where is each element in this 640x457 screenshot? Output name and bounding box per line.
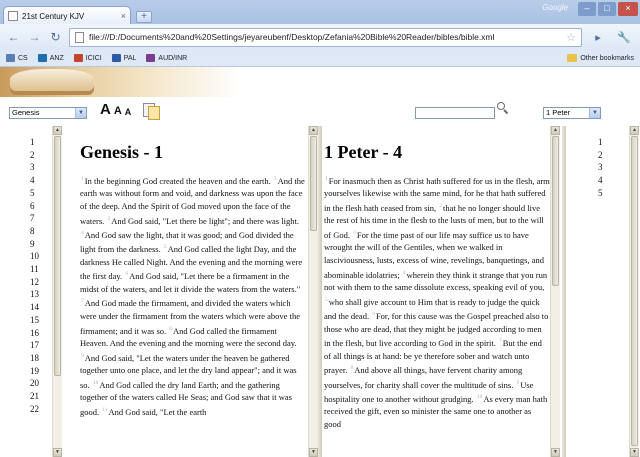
verse-text: As every man hath received the gift, even so minister the same one to another as good: [324, 393, 548, 429]
folder-icon: [567, 54, 577, 62]
verse-text: For inasmuch then as Christ hath suffered for us in the flesh, arm yourselves likewise with the same mind, for he that hath suffered in the flesh hath ceased from sin,: [324, 175, 550, 213]
chapter-item[interactable]: 5: [598, 187, 603, 198]
chevron-down-icon[interactable]: ▼: [589, 108, 600, 118]
verse-number: 2: [439, 203, 442, 210]
scroll-down-icon[interactable]: ▼: [630, 448, 639, 457]
bookmarks-bar: [0, 50, 640, 67]
chapter-item[interactable]: 9: [30, 238, 35, 249]
right-text-pane: [322, 126, 560, 457]
reload-icon[interactable]: ↻: [50, 29, 61, 44]
compare-icon[interactable]: [143, 103, 161, 120]
verse-number: 6: [125, 271, 129, 278]
font-medium-button[interactable]: A: [113, 105, 122, 117]
scroll-down-icon[interactable]: ▼: [53, 448, 62, 457]
verse-number: 11: [102, 406, 108, 413]
chapter-item[interactable]: 8: [30, 225, 35, 236]
scroll-thumb[interactable]: [310, 136, 317, 231]
left-text-area: [78, 126, 308, 457]
chapter-item[interactable]: 5: [30, 187, 35, 198]
left-book-select[interactable]: [9, 107, 87, 119]
page-menu-icon[interactable]: ▸: [595, 31, 601, 44]
chapter-items: [598, 136, 603, 200]
right-text-area: [322, 126, 552, 457]
verse-text: But the end of all things is at hand: be ye therefore sober and watch unto prayer.: [324, 337, 542, 375]
verse-text: And God said, "Let there be light"; and there was light.: [111, 215, 299, 226]
font-size-controls: [100, 102, 131, 118]
chapter-item[interactable]: 1: [30, 137, 35, 147]
bookmark-cs[interactable]: [6, 54, 28, 62]
verse-text: And God called the firmament Heaven. And the evening and the morning were the second day.: [80, 325, 297, 348]
right-verses: [324, 173, 550, 431]
star-icon[interactable]: ☆: [566, 31, 576, 44]
handle-shape: [503, 109, 508, 114]
url-text[interactable]: file:///D:/Documents%20and%20Settings/jeyareubenf/Desktop/Zefania%20Bible%20Reader/bibles/bible.xml: [89, 32, 495, 42]
chapter-item[interactable]: 16: [30, 327, 39, 338]
verse-text: And God saw the light, that it was good; and God divided the light from the darkness.: [80, 229, 294, 255]
right-text-scrollbar[interactable]: [550, 126, 560, 457]
bookmark-label: AUD/INR: [158, 54, 188, 62]
bookmark-icon: [38, 54, 47, 62]
scroll-up-icon[interactable]: ▲: [309, 126, 318, 135]
chapter-item[interactable]: 15: [30, 314, 39, 325]
chapter-item[interactable]: 11: [30, 264, 39, 275]
back-arrow-icon[interactable]: ←: [7, 29, 20, 44]
verse-text: And God said, "Let there be a firmament in the midst of the waters, and let it divide the waters from the waters.": [80, 271, 301, 294]
verse-text: Use hospitality one to another without grudging.: [324, 379, 534, 404]
scroll-thumb[interactable]: [552, 136, 559, 286]
verse-number: 2: [273, 176, 277, 182]
verse-number: 1: [81, 176, 84, 182]
bookmark-pal[interactable]: [112, 54, 137, 62]
chapter-item[interactable]: 12: [30, 276, 39, 287]
tab-title: 21st Century KJV: [22, 11, 85, 21]
page-icon: [8, 11, 18, 21]
scroll-up-icon[interactable]: ▲: [630, 126, 639, 135]
bookmark-icon: [146, 54, 155, 62]
chapter-items: [30, 136, 39, 415]
right-book-select[interactable]: [543, 107, 601, 119]
chapter-item[interactable]: 14: [30, 302, 39, 313]
verse-number: 8: [169, 325, 173, 332]
chapter-item[interactable]: 4: [30, 175, 35, 186]
chapter-item[interactable]: 3: [598, 162, 603, 173]
other-bookmarks-label: Other bookmarks: [580, 54, 634, 62]
chapter-item[interactable]: 3: [30, 162, 35, 173]
verse-number: 4: [81, 230, 84, 237]
chapter-item[interactable]: 18: [30, 352, 39, 363]
bookmark-label: PAL: [123, 54, 137, 62]
verse-number: 7: [498, 338, 502, 345]
font-large-button[interactable]: A: [100, 101, 111, 118]
bookmark-aud-inr[interactable]: [146, 54, 187, 62]
verse-text: And the earth was without form and void, and darkness was upon the face of the deep. And the Spirit of God moved upon the face of the waters.: [80, 175, 305, 226]
bookmark-icon: [74, 54, 83, 62]
verse-number: 5: [325, 296, 328, 303]
open-book-image: [10, 69, 94, 95]
chapter-scrollbar[interactable]: [52, 126, 62, 457]
verse-text: And God called the dry land Earth; and the gathering together of the waters called He Seas; and God saw that it was good.: [80, 379, 292, 417]
verse-text: And God said, "Let the waters under the heaven be gathered together unto one place, and let the dry land appear"; and it was so.: [80, 352, 297, 390]
left-text-scrollbar[interactable]: [308, 126, 318, 457]
new-tab-button[interactable]: +: [136, 11, 152, 23]
reader-controls: [0, 99, 640, 123]
chapter-item[interactable]: 10: [30, 251, 39, 262]
chapter-item[interactable]: 20: [30, 378, 39, 389]
verse-number: 7: [81, 298, 84, 305]
other-bookmarks[interactable]: [567, 54, 634, 62]
bookmark-anz[interactable]: [38, 54, 64, 62]
verse-number: 5: [163, 244, 167, 251]
verse-text: And God called the light Day, and the darkness He called Night. And the evening and the morning were the first day.: [80, 244, 303, 282]
minimize-button[interactable]: –: [578, 2, 596, 16]
verse-text: In the beginning God created the heaven and the earth.: [84, 175, 271, 186]
tab-strip: [0, 0, 640, 24]
bookmark-label: CS: [18, 54, 28, 62]
page-content: [0, 67, 640, 457]
left-text-pane: [78, 126, 318, 457]
chapter-item[interactable]: 6: [30, 200, 35, 211]
verse-number: 3: [353, 230, 356, 237]
verse-text: wherein they think it strange that you run not with them to the same dissolute excess, speaking evil of you,: [324, 269, 548, 293]
bookmark-icici[interactable]: [74, 54, 102, 62]
verse-text: And God made the firmament, and divided the waters which were under the firmament from the waters which were above the firmament; and it was so.: [80, 298, 300, 336]
verse-number: 10: [92, 379, 99, 386]
chapter-item[interactable]: 7: [30, 213, 35, 224]
pane-divider[interactable]: [562, 126, 566, 457]
tab-21st-century-kjv[interactable]: [3, 6, 131, 25]
verse-text: And God said, "Let the earth: [108, 406, 207, 417]
bookmark-icon: [112, 54, 121, 62]
page-icon: [75, 32, 84, 43]
scroll-down-icon[interactable]: ▼: [309, 448, 318, 457]
chapter-item[interactable]: 2: [30, 149, 35, 160]
verse-text: For the time past of our life may suffice us to have wrought the will of the Gentiles, when we walked in lasciviousness, lusts, excess of wine, revelings, banquetings, and abominable idolatries;: [324, 229, 545, 280]
chapter-item[interactable]: 21: [30, 391, 39, 402]
chapter-item[interactable]: 4: [598, 175, 603, 186]
chapter-item[interactable]: 19: [30, 365, 39, 376]
bookmark-label: ICICI: [85, 54, 102, 62]
search-input[interactable]: [415, 107, 495, 119]
verse-number: 3: [107, 215, 111, 222]
close-icon[interactable]: ×: [120, 11, 126, 21]
maximize-button[interactable]: □: [598, 2, 616, 16]
search-icon[interactable]: [497, 102, 509, 114]
verse-number: 8: [350, 365, 354, 372]
right-chapter-list: [578, 126, 640, 457]
forward-arrow-icon[interactable]: →: [28, 29, 41, 44]
close-window-button[interactable]: ×: [618, 2, 638, 16]
left-verses: [80, 173, 306, 418]
wrench-icon[interactable]: 🔧: [617, 31, 631, 44]
verse-number: 10: [476, 393, 483, 400]
chapter-item[interactable]: 1: [598, 137, 603, 147]
verse-text: who shall give account to Him that is ready to judge the quick and the dead.: [324, 296, 540, 321]
bookmark-icon: [6, 54, 15, 62]
address-bar[interactable]: [69, 28, 582, 47]
verse-number: 1: [325, 176, 328, 182]
sheet-shape: [148, 106, 160, 120]
browser-toolbar: [0, 24, 640, 50]
scroll-thumb[interactable]: [631, 136, 638, 446]
verse-number: 9: [81, 352, 84, 359]
chapter-item[interactable]: 13: [30, 289, 39, 300]
left-chapter-heading: Genesis - 1: [80, 142, 163, 162]
chapter-item[interactable]: 2: [598, 149, 603, 160]
scroll-up-icon[interactable]: ▲: [53, 126, 62, 135]
chapter-item[interactable]: 22: [30, 403, 39, 414]
right-book-value: 1 Peter: [546, 108, 571, 117]
verse-text: For, for this cause was the Gospel preached also to those who are dead, that they might be judged according to men in the flesh, but live according to God in the spirit.: [324, 310, 549, 348]
scroll-up-icon[interactable]: ▲: [551, 126, 560, 135]
verse-number: 4: [402, 269, 406, 276]
scroll-thumb[interactable]: [54, 136, 61, 376]
verse-number: 9: [516, 379, 520, 386]
right-chapter-heading: 1 Peter - 4: [324, 142, 403, 162]
verse-text: And above all things, have fervent charity among yourselves, for charity shall cover the multitude of sins.: [324, 364, 523, 390]
left-book-value: Genesis: [12, 108, 40, 117]
bible-banner-image: [0, 67, 240, 97]
google-logo: Google: [542, 3, 568, 12]
chapter-scrollbar[interactable]: [629, 126, 639, 457]
left-chapter-list: [0, 126, 62, 457]
font-small-button[interactable]: A: [124, 107, 132, 117]
bookmark-label: ANZ: [49, 54, 64, 62]
verse-text: that he no longer should live the rest of his time in the flesh to the lusts of men, but to the will of God.: [324, 202, 544, 240]
chevron-down-icon[interactable]: ▼: [75, 108, 86, 118]
scroll-down-icon[interactable]: ▼: [551, 448, 560, 457]
verse-number: 6: [372, 311, 375, 318]
chapter-item[interactable]: 17: [30, 340, 39, 351]
